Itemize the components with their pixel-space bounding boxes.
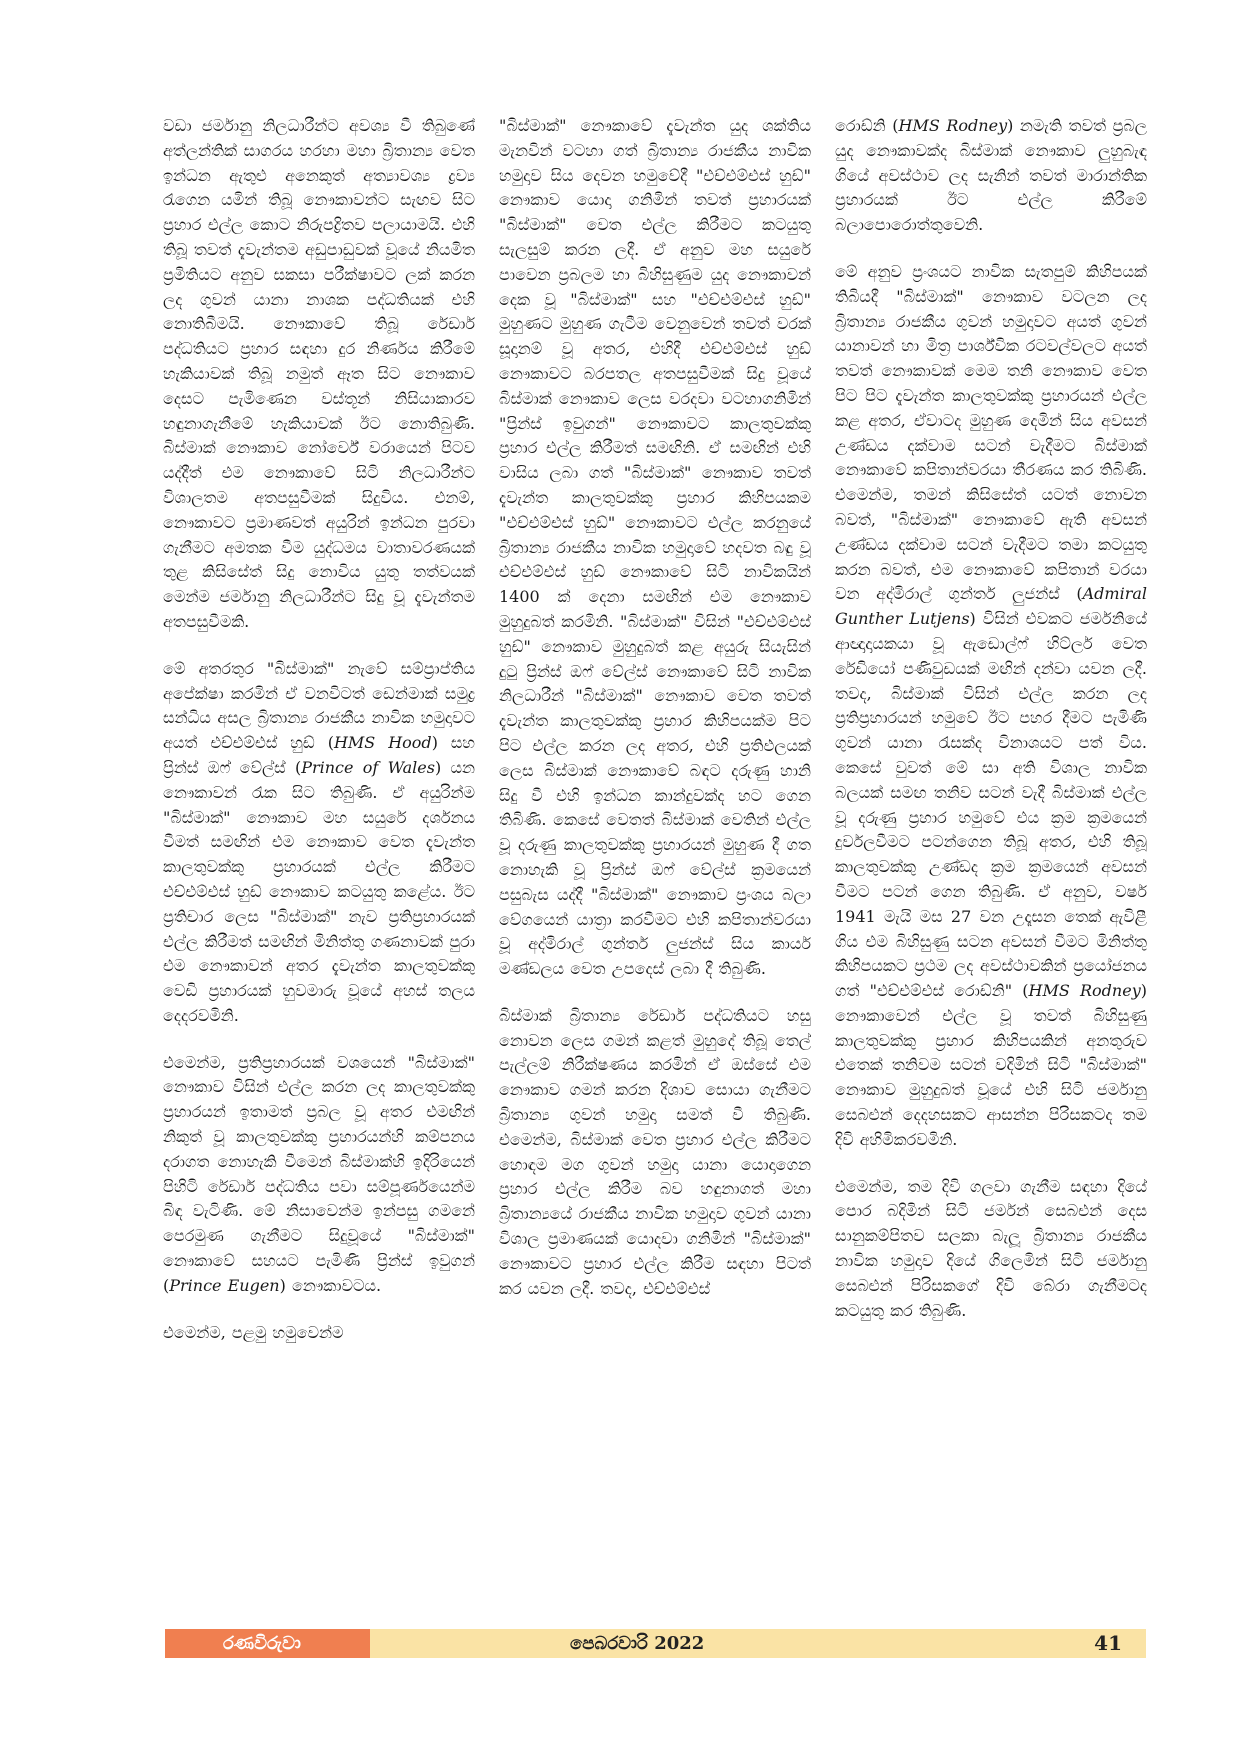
magazine-name: රණවිරුවා (165, 1629, 370, 1658)
paragraph: එමෙන්ම, ප්‍රතිප්‍රහාරයක් වශයෙන් "බිස්මාක්" නෞකාව විසින් එල්ල කරන ලද කාලතුවක්කු ප්‍රහාරයන් ඉතාමත් ප්‍රබල වූ අතර එමඟින් නිකුත් වූ කාලතුවක්කු ප්‍රහාරයන්හි කම්පනය දරාගත නොහැකි වීමෙන් බිස්මාක්හි ඉදිරියෙන් පිහිටි රේඩාර් පද්ධතිය පවා සම්පූර්ණයෙන්ම බිඳ වැටිණි. මේ නිසාවෙන්ම ඉන්පසු ගමනේ පෙරමුණ ගැනීමට සිදුවූයේ "බිස්මාක්" නෞකාවේ සහයට පැමිණි ප්‍රින්ස් ඉවුගන් (Prince Eugen) නෞකාවටය. (163, 1052, 475, 1295)
paragraph: වඩා ජර්මානු නිලධාරීන්ට අවශ්‍ය වී තිබුණේ අත්ලන්තික් සාගරය හරහා මහා බ්‍රිතාන්‍ය වෙත ඉන්ධන ඇතුළු අනෙකුත් අත්‍යාවශ්‍ය ද්‍රව්‍ය රැගෙන යමින් තිබූ නෞකාවන්ට සැඟව සිට ප්‍රහාර එල්ල කොට නිරුපද්‍රිතව පලායාමයි. එහි තිබූ තවත් දැවැන්තම අඩුපාඩුවක් වූයේ නියමිත ප්‍රමිතියට අනුව සකසා පරීක්ෂාවට ලක් කරන ලද ගුවන් යානා නාශක පද්ධතියක් එහි නොතිබීමයි. නෞකාවේ තිබූ රේඩාර් පද්ධතියට ප්‍රහාර සඳහා දුර නිර්ණය කිරීමේ හැකියාවක් තිබූ නමුත් ඈත සිට නෞකාව දෙසට පැමිණෙන වස්තූන් නිසියාකාරව හඳුනාගැනීමේ හැකියාවක් ඊට නොතිබුණි. බිස්මාක් නෞකාව නෝර්වේ වරායෙන් පිටව යද්දීත් එම නෞකාවේ සිටි නිලධාරීන්ට විශාලතම අතපසුවීමක් සිදුවිය. එනම්, නෞකාවට ප්‍රමාණවත් අයුරින් ඉන්ධන පුරවා ගැනීමට අමතක වීම යුද්ධමය වාතාවරණයක් තුළ කිසිසේත් සිදු නොවිය යුතු තත්වයක් මෙන්ම ජර්මානු නිලධාරීන්ට සිදු වූ දැවැන්තම අතපසුවීමකි. (163, 116, 475, 631)
paragraph: රොඩ්නි (HMS Rodney) නමැති තවත් ප්‍රබල යුද නෞකාවක්ද බිස්මාක් නෞකාව ලුහුබැඳ ගියේ අවස්ථාව ලද සැනින් තවත් මාරාන්තික ප්‍රහාරයක් ඊට එල්ල කිරීමේ බලාපොරොත්තුවෙනි. (835, 116, 1147, 235)
footer-band (370, 1629, 1146, 1658)
english-term: HMS Rodney (1028, 981, 1141, 1001)
paragraph: "බිස්මාක්" නෞකාවේ දැවැන්ත යුද ශක්තිය මැනවින් වටහා ගත් බ්‍රිතාන්‍ය රාජකීය නාවික හමුදාව සිය දෙවන හමුවේදී "එච්එම්එස් හුඩ්" නෞකාව යොදා ගනිමින් තවත් ප්‍රහාරයක් "බිස්මාක්" වෙත එල්ල කිරීමට කටයුතු සැලසුම් කරන ලදී. ඒ අනුව මහ සයුරේ පාවෙන ප්‍රබලම හා බිහිසුණුම යුද නෞකාවන් දෙක වූ "බිස්මාක්" සහ "එච්එම්එස් හුඩ්" මුහුණට මුහුණ ගැටීම වෙනුවෙන් තවත් වරක් සූදානම් වූ අතර, එහිදී එච්එම්එස් හුඩ් නෞකාවට බරපතල අතපසුවීමක් සිදු වූයේ බිස්මාක් නෞකාව ලෙස වරදවා වටහාගනිමින් "ප්‍රින්ස් ඉවුගන්" නෞකාවට කාලතුවක්කු ප්‍රහාර එල්ල කිරීමත් සමඟිනි. ඒ සමඟින් එහි වාසිය ලබා ගත් "බිස්මාක්" නෞකාව තවත් දැවැන්ත කාලතුවක්කු ප්‍රහාර කිහිපයකම "එච්එම්එස් හුඩ්" නෞකාවට එල්ල කරනුයේ බ්‍රිතාන්‍ය රාජකීය නාවික හමුදාවේ හදවත බඳු වූ එච්එම්එස් හුඩ් නෞකාවේ සිටි නාවිකයින් 1400 ක් දෙනා සමඟින් එම නෞකාව මුහුදුබත් කරමිනි. "බිස්මාක්" විසින් "එච්එම්එස් හුඩ්" නෞකාව මුහුදුබත් කළ අයුරු සියැසින් දුටු ප්‍රින්ස් ඔෆ් වේල්ස් නෞකාවේ සිටි නාවික නිලධාරීන් "බිස්මාක්" නෞකාව වෙත තවත් දැවැන්ත කාලතුවක්කු ප්‍රහාර කිහිපයක්ම පිට පිට එල්ල කරන ලද අතර, එහි ප්‍රතිඵලයක් ලෙස බිස්මාක් නෞකාවේ බඳට දරුණු හානි සිදු වී එහි ඉන්ධන කාන්දුවක්ද හට ගෙන තිබිණි. කෙසේ වෙතත් බිස්මාක් වෙතින් එල්ල වූ දරුණු කාලතුවක්කු ප්‍රහාරයන් මුහුණ දී ගත නොහැකි වූ ප්‍රින්ස් ඔෆ් වේල්ස් ක්‍රමයෙන් පසුබැස යද්දී "බිස්මාක්" නෞකාව ප්‍රංශය බලා වේගයෙන් යාත්‍රා කරවීමට එහි කපිතාන්වරයා වූ අද්මිරාල් ගුන්තර් ලුජන්ස් සිය කාර්ය මණ්ඩලය වෙත උපදෙස් ලබා දී තිබුණි. (499, 116, 811, 979)
english-term: Admiral Gunther Lutjens (835, 584, 1147, 629)
paragraph: එමෙන්ම, තම දිවි ගලවා ගැනීම සඳහා දියේ පොර බදිමින් සිටි ජර්මන් සෙබළුන් දෙස සානුකම්පිතව සලකා බැලූ බ්‍රිතාන්‍ය රාජකීය නාවික හමුදාව දියේ ගිලෙමින් සිටි ජර්මානු සෙබළුන් පිරිසකගේ දිවි බේරා ගැනීමටද කටයුතු කර තිබුණි. (835, 1176, 1147, 1320)
page-footer (165, 1629, 1146, 1658)
english-term: Prince Eugen (169, 1275, 280, 1295)
issue-date: පෙබරවාරි 2022 (570, 1633, 705, 1654)
article-body (163, 114, 1147, 1534)
english-term: HMS Hood (333, 733, 432, 753)
paragraph: එමෙන්ම, පළමු හමුවෙන්ම (163, 1322, 344, 1342)
page-number: 41 (1094, 1631, 1122, 1655)
english-term: HMS Rodney (898, 116, 1008, 135)
column-3 (835, 114, 1147, 1534)
column-1 (163, 114, 475, 1534)
paragraph: මේ අතරතුර "බිස්මාක්" නැවේ සම්ප්‍රාප්තිය අපේක්ෂා කරමින් ඒ වනවිටත් ඩෙන්මාක් සමුද්‍ර සන්ධිය අසල බ්‍රිතාන්‍ය රාජකීය නාවික හමුදාවට අයත් එච්එම්එස් හුඩ් (HMS Hood) සහ ප්‍රින්ස් ඔෆ් වේල්ස් (Prince of Wales) යන නෞකාවන් රැක සිට තිබුණි. ඒ අයුරින්ම "බිස්මාක්" නෞකාව මහ සයුරේ දර්ශනය වීමත් සමඟින් එම නෞකාව වෙත දැවැන්ත කාලතුවක්කු ප්‍රහාරයක් එල්ල කිරීමට එච්එම්එස් හුඩ් නෞකාව කටයුතු කළේය. ඊට ප්‍රතිචාර ලෙස "බිස්මාක්" නැව ප්‍රතිප්‍රහාරයක් එල්ල කිරීමත් සමඟින් මිනිත්තු ගණනාවක් පුරා එම නෞකාවන් අතර දැවැන්ත කාලතුවක්කු වෙඩි ප්‍රහාරයක් හුවමාරු වූයේ අහස් තලය දෙදරවමිනි. (163, 658, 475, 1025)
column-2 (499, 114, 811, 1534)
english-term: Prince of Wales (301, 757, 435, 777)
paragraph: මේ අනුව ප්‍රංශයට නාවික සැතපුම් කිහිපයක් තිබියදී "බිස්මාක්" නෞකාව වටලන ලද බ්‍රිතාන්‍ය රාජකීය ගුවන් හමුදාවට අයත් ගුවන් යානාවන් හා මිත්‍ර පාර්ශ්වික රටවල්වලට අයත් තවත් නෞකාවක් මෙම තනි නෞකාව වෙත පිට පිට දැවැන්ත කාලතුවක්කු ප්‍රහාරයන් එල්ල කළ අතර, ඒවාටද මුහුණ දෙමින් සිය අවසන් උණ්ඩය දක්වාම සටන් වැදීමට බිස්මාක් නෞකාවේ කපිතාන්වරයා තීරණය කර තිබිණි. එමෙන්ම, තමන් කිසිසේත් යටත් නොවන බවත්, "බිස්මාක්" නෞකාවේ ඇති අවසන් උණ්ඩය දක්වාම සටන් වැදීමට තමා කටයුතු කරන බවත්, එම නෞකාවේ කපිතාන් වරයා වන අද්මිරාල් ගුන්තර් ලුජන්ස් (Admiral Gunther Lutjens) විසින් එවකට ජර්මනියේ ආඥාදායකයා වූ ඇඩොල්ෆ් හිට්ලර් වෙත රේඩියෝ පණිවුඩයක් මඟින් දන්වා යවන ලදී. තවද, බිස්මාක් විසින් එල්ල කරන ලද ප්‍රතිප්‍රහාරයන් හමුවේ ඊට පහර දීමට පැමිණි ගුවන් යානා රැසක්ද විනාශයට පත් විය. කෙසේ වුවත් මේ සා අති විශාල නාවික බලයක් සමඟ තනිව සටන් වැදී බිස්මාක් එල්ල වූ දරුණු ප්‍රහාර හමුවේ එය ක්‍රම ක්‍රමයෙන් දුර්වලවීමට පටන්ගෙන තිබූ අතර, එහි තිබූ කාලතුවක්කු උණ්ඩද ක්‍රම ක්‍රමයෙන් අවසන් වීමට පටන් ගෙන තිබුණි. ඒ අනුව, වර්ෂ 1941 මැයි මස 27 වන උදෑසන තෙක් ඇවිළී ගිය එම බිහිසුණු සටන අවසන් වීමට මිනිත්තු කිහිපයකට ප්‍රථම ලද අවස්ථාවකින් ප්‍රයෝජනය ගත් "එච්එම්එස් රොඩ්නි" (HMS Rodney) නෞකාවෙන් එල්ල වූ තවත් බිහිසුණු කාලතුවක්කු ප්‍රහාර කිහිපයකින් අනතුරුව එතෙක් තනිවම සටන් වදිමින් සිටි "බිස්මාක්" නෞකාව මුහුදුබත් වූයේ එහි සිටි ජර්මානු සෙබළුන් දෙදහසකට ආසන්න පිරිසකටද තම දිවි අහිමිකරවමිනි. (835, 261, 1147, 1149)
paragraph: බිස්මාක් බ්‍රිතාන්‍ය රේඩාර් පද්ධතියට හසු නොවන ලෙස ගමන් කළත් මුහුදේ තිබූ තෙල් පැල්ලම් නිරීක්ෂණය කරමින් ඒ ඔස්සේ එම නෞකාව ගමන් කරන දිශාව සොයා ගැනීමට බ්‍රිතාන්‍ය ගුවන් හමුදා සමත් වී තිබුණි. එමෙන්ම, බිස්මාක් වෙත ප්‍රහාර එල්ල කිරීමට හොඳම මග ගුවන් හමුදා යානා යොදාගෙන ප්‍රහාර එල්ල කිරීම බව හඳුනාගත් මහා බ්‍රිතාන්‍යයේ රාජකීය නාවික හමුදාව ගුවන් යානා විශාල ප්‍රමාණයක් යොදවා ගනිමින් "බිස්මාක්" නෞකාවට ප්‍රහාර එල්ල කිරීම සඳහා පිටත් කර යවන ලදී. තවද, එච්එම්එස් (499, 1005, 811, 1298)
